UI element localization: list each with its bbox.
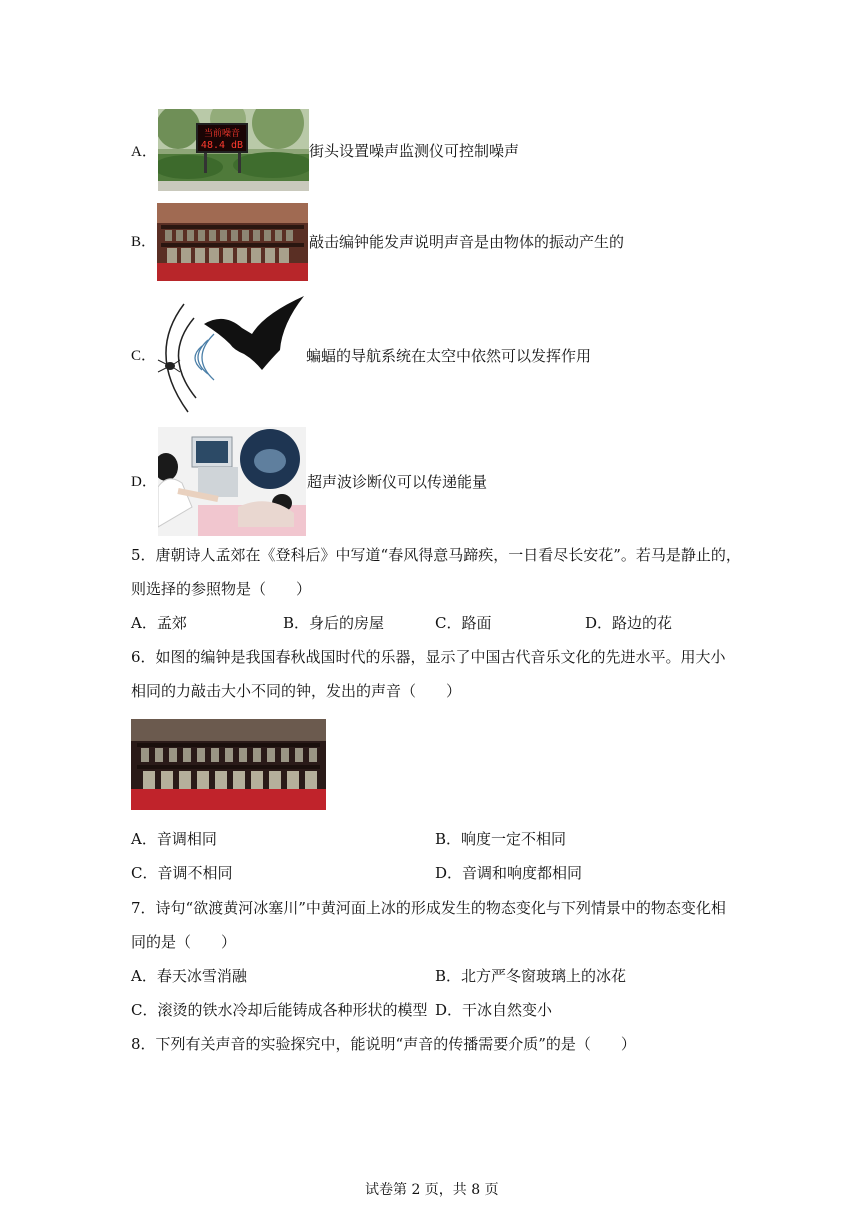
page-footer: 试卷第 2 页，共 8 页 [365, 1182, 499, 1198]
q4-option-d-text: 超声波诊断仪可以传递能量 [307, 473, 488, 491]
q7-option-a: A．春天冰雪消融 [131, 967, 247, 985]
q5-option-c: C．路面 [435, 614, 492, 632]
q4-option-b-text: 敲击编钟能发声说明声音是由物体的振动产生的 [309, 233, 625, 251]
q7-stem-line1: 7．诗句“欲渡黄河冰塞川”中黄河面上冰的形成发生的物态变化与下列情景中的物态变化相 [131, 899, 726, 917]
q6-option-a: A．音调相同 [131, 830, 217, 848]
q4-option-c-text: 蝙蝠的导航系统在太空中依然可以发挥作用 [306, 347, 592, 365]
q5-option-b: B．身后的房屋 [283, 614, 385, 632]
q4-option-b-letter: B． [131, 234, 157, 250]
q6-option-c: C．音调不相同 [131, 864, 233, 882]
q5-stem-line2: 则选择的参照物是（ ） [131, 580, 312, 598]
q5-option-d: D．路边的花 [585, 614, 673, 632]
bianzhong-image-small [157, 203, 308, 281]
q6-stem-line2: 相同的力敲击大小不同的钟，发出的声音（ ） [131, 682, 462, 700]
q7-stem-line2: 同的是（ ） [131, 933, 237, 951]
bianzhong-image-large [131, 719, 326, 810]
q4-option-c-letter: C． [131, 348, 157, 364]
q6-stem-line1: 6．如图的编钟是我国春秋战国时代的乐器，显示了中国古代音乐文化的先进水平。用大小 [131, 648, 726, 666]
q8-stem-line1: 8．下列有关声音的实验探究中，能说明“声音的传播需要介质”的是（ ） [131, 1035, 636, 1053]
q7-option-d: D．干冰自然变小 [435, 1001, 553, 1019]
q7-option-c: C．滚烫的铁水冷却后能铸成各种形状的模型 [131, 1001, 428, 1019]
q4-option-a-letter: A． [131, 144, 157, 160]
q4-option-a-text: 街头设置噪声监测仪可控制噪声 [309, 142, 520, 160]
q6-option-d: D．音调和响度都相同 [435, 864, 583, 882]
noise-monitor-image [158, 109, 309, 191]
ultrasound-diagnosis-image [158, 427, 306, 536]
noise-sign-title: 当前噪音 [203, 129, 241, 139]
q5-stem-line1: 5．唐朝诗人孟郊在《登科后》中写道“春风得意马蹄疾，一日看尽长安花”。若马是静止的， [131, 546, 741, 564]
noise-sign-value: 48.4 dB [200, 140, 244, 151]
q6-option-b: B．响度一定不相同 [435, 830, 567, 848]
q5-option-a: A．孟郊 [131, 614, 187, 632]
bat-ultrasound-image [154, 294, 306, 414]
q7-option-b: B．北方严冬窗玻璃上的冰花 [435, 967, 627, 985]
q4-option-d-letter: D． [131, 474, 157, 490]
